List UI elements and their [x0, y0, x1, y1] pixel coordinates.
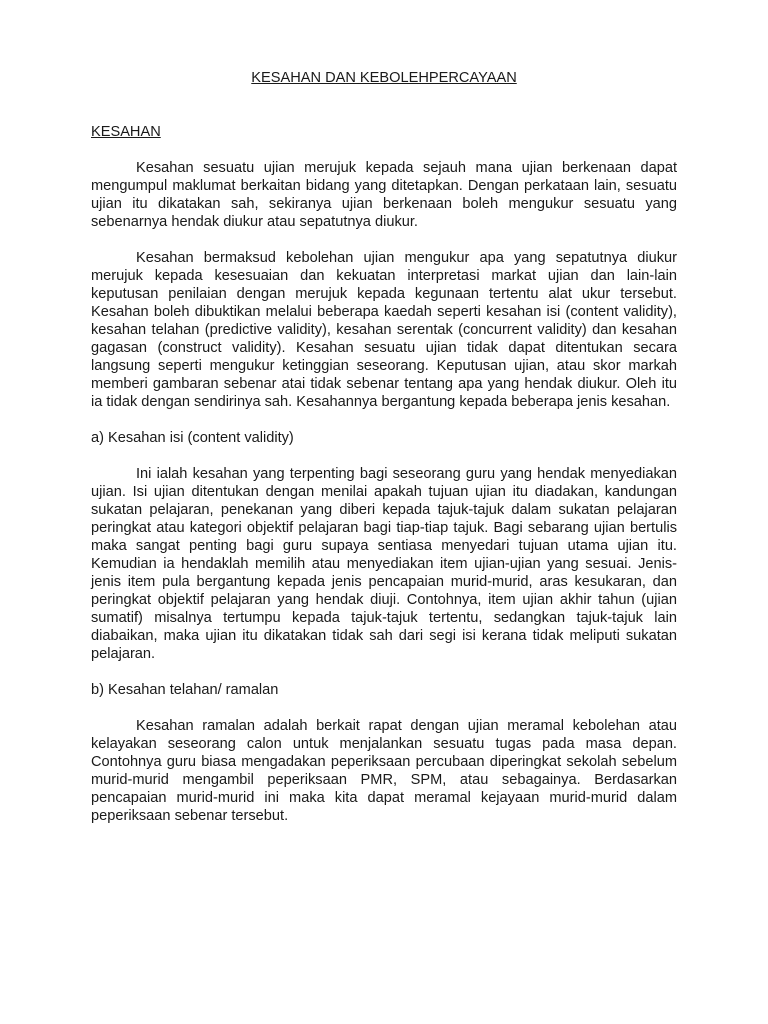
document-page: [91, 60, 677, 825]
subheading-predictive-validity: b) Kesahan telahan/ ramalan: [91, 682, 279, 698]
document-title: KESAHAN DAN KEBOLEHPERCAYAAN: [251, 70, 517, 86]
paragraph-definition: Kesahan bermaksud kebolehan ujian mengukur apa yang sepatutnya diukur merujuk kepada kesesuaian dan kekuatan interpretasi markat ujian dan lain-lain keputusan penilaian dengan merujuk kepada kegunaan tertentu alat ukur tersebut. Kesahan boleh dibuktikan melalui beberapa kaedah seperti kesahan isi (content validity), kesahan telahan (predictive validity), kesahan serentak (concurrent validity) dan kesahan gagasan (construct validity). Kesahan sesuatu ujian tidak dapat ditentukan secara langsung seperti mengukur ketinggian seseorang. Keputusan ujian, atau skor markah memberi gambaran sebenar atai tidak sebenar tentang apa yang hendak diukur. Oleh itu ia tidak dengan sendirinya sah. Kesahannya bergantung kepada beberapa jenis kesahan.: [91, 250, 677, 410]
paragraph-predictive-validity: Kesahan ramalan adalah berkait rapat dengan ujian meramal kebolehan atau kelayakan seseorang calon untuk menjalankan sesuatu tugas pada masa depan. Contohnya guru biasa mengadakan peperiksaan percubaan diperingkat sekolah sebelum murid-murid mengambil peperiksaan PMR, SPM, atau sebagainya. Berdasarkan pencapaian murid-murid ini maka kita dapat meramal kejayaan murid-murid dalam peperiksaan sebenar tersebut.: [91, 718, 677, 824]
subheading-content-validity: a) Kesahan isi (content validity): [91, 430, 294, 446]
paragraph-intro: Kesahan sesuatu ujian merujuk kepada sejauh mana ujian berkenaan dapat mengumpul maklumat berkaitan bidang yang ditetapkan. Dengan perkataan lain, sesuatu ujian itu dikatakan sah, sekiranya ujian berkenaan boleh mengukur sesuatu yang sebenarnya hendak diukur atau sepatutnya diukur.: [91, 160, 677, 230]
section-heading-kesahan: KESAHAN: [91, 124, 161, 140]
paragraph-content-validity: Ini ialah kesahan yang terpenting bagi seseorang guru yang hendak menyediakan ujian. Isi ujian ditentukan dengan menilai apakah tujuan ujian itu diadakan, kandungan sukatan pelajaran, penekanan yang diberi kepada tajuk-tajuk dalam sukatan pelajaran peringkat atau kategori objektif pelajaran bagi tiap-tiap tajuk. Bagi sebarang ujian bertulis maka sangat penting bagi guru supaya sentiasa menyedari tujuan utama ujian itu. Kemudian ia hendaklah memilih atau menyediakan item ujian-ujian yang sesuai. Jenis-jenis item pula bergantung kepada jenis pencapaian murid-murid, aras kesukaran, dan peringkat objektif pelajaran yang hendak diuji. Contohnya, item ujian akhir tahun (ujian sumatif) misalnya tertumpu kepada tajuk-tajuk tertentu, sedangkan tajuk-tajuk lain diabaikan, maka ujian itu dikatakan tidak sah dari segi isi kerana tidak meliputi sukatan pelajaran.: [91, 466, 677, 662]
